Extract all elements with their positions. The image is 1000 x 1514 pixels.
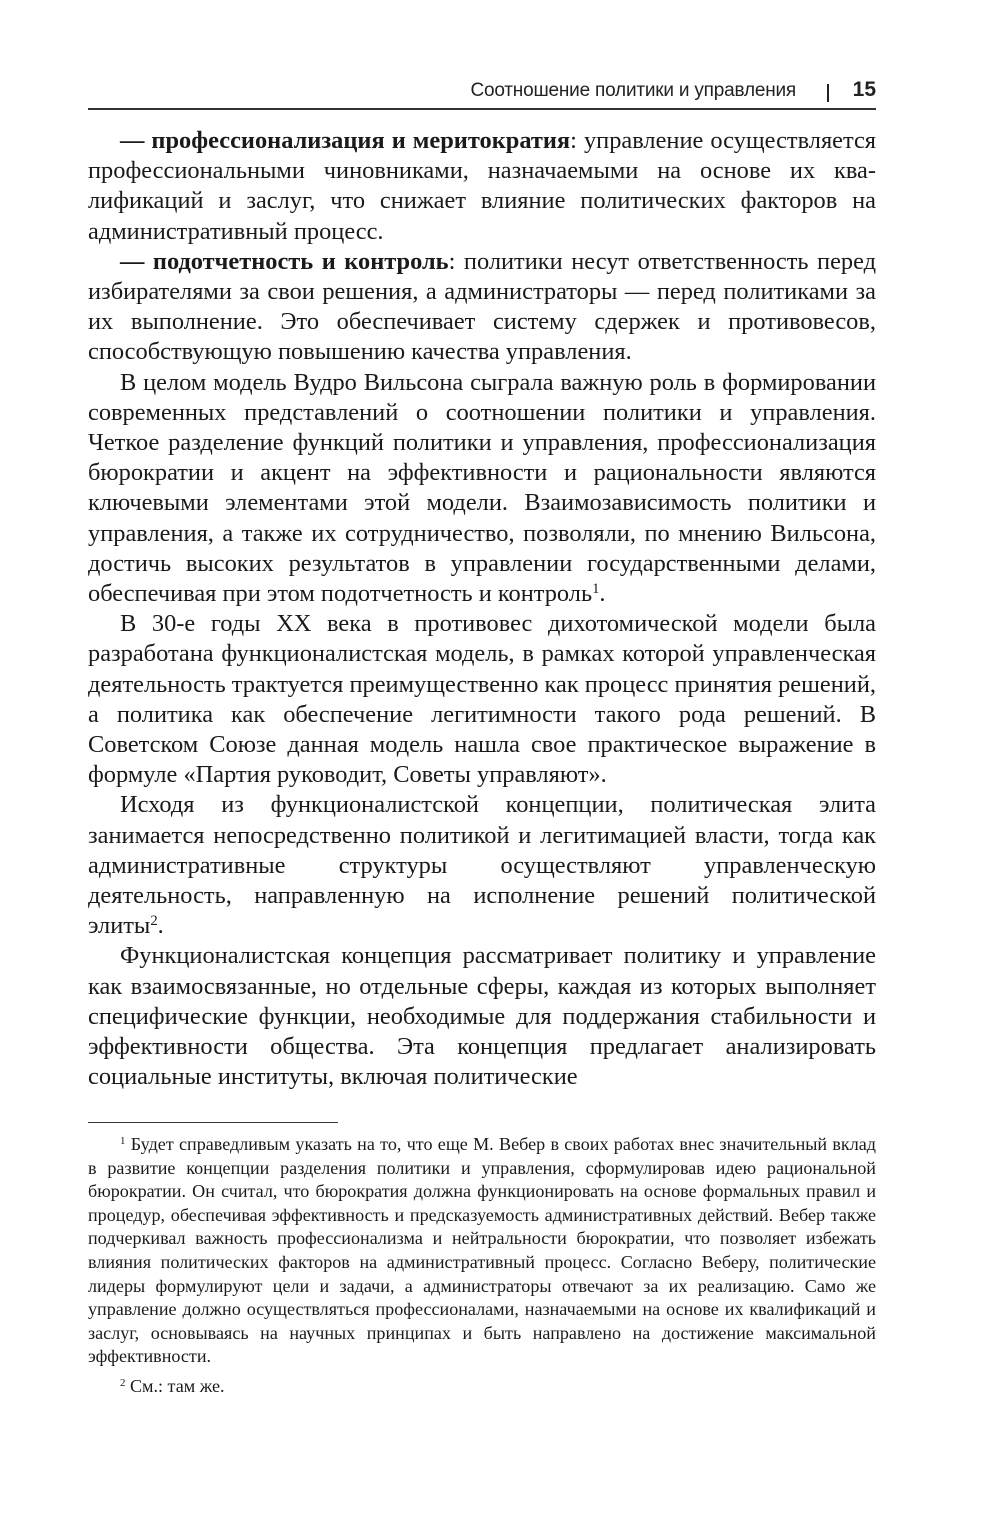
paragraph-end: .: [157, 912, 164, 940]
paragraph-text: Исходя из функционалистской концепции, политическая элита занимается непосредственно политикой и легитимацией власти, тогда как административные структуры осуществляют управленческую деятельность, направленную на исполнение решений политической элиты: [88, 791, 876, 940]
paragraph-functionalist-elite: [88, 790, 876, 941]
paragraph-accountability: [88, 247, 876, 368]
footnote-separator: [88, 1122, 338, 1123]
page-number: 15: [852, 78, 876, 101]
running-header: [88, 78, 876, 110]
term-professionalization: — профессионализация и меритократия: [120, 127, 571, 154]
paragraph-text: В 30-е годы XX века в противовес дихотомической модели была разработана функционалистская модель, в рамках которой управленческая деятельность трактуется преимущественно как процесс принятия решений, а политика как обеспечение легитимности такого рода решений. В Советском Союзе данная модель нашла свое практическое выражение в формуле «Партия руководит, Советы управляют».: [88, 610, 876, 789]
term-accountability: — подотчетность и контроль: [120, 247, 449, 275]
paragraph-text: : политики несут ответственность перед избирателями за свои решения, а администраторы — перед политиками за их выполнение. Это обеспечивает систему сдержек и противовесов, способствующую повышению качества управления.: [88, 247, 876, 366]
paragraph-end: .: [599, 580, 606, 608]
footnotes: [88, 1133, 876, 1399]
footnote-mark: 1: [120, 1135, 126, 1148]
footnote-ref-2[interactable]: 2: [150, 913, 158, 930]
header-separator: [827, 84, 829, 102]
footnote-text: Будет справедливым указать на то, что еще М. Вебер в своих работах внес значительный вклад в развитие концепции разделения политики и управления, сформулировав идею рациональной бюрократии. Он считал, что бюрократия должна функционировать на основе формальных правил и процедур, обеспечивая эффективность и предсказуемость административных действий. Вебер также подчеркивал важность профессионализма и нейтральности бюрократии, что позволяет избежать влияния политических факторов на административный процесс. Согласно Веберу, политические лидеры формулируют цели и задачи, а администраторы отвечают за их реализацию. Само же управление должно осуществляться профессионалами, назначаемыми на основе их квалификаций и заслуг, основываясь на научных принципах и быть направлено на достижение максимальной эффективности.: [88, 1134, 876, 1367]
paragraph-wilson-model: [88, 368, 876, 610]
footnote-2: [88, 1375, 876, 1399]
footnote-text: См.: там же.: [129, 1375, 225, 1396]
paragraph-text: Функционалистская концепция рассматривает политику и управление как взаимосвязанные, но отдельные сферы, каждая из которых выполняет специфические функции, необходимые для поддержания стабильности и эффективности общества. Эта концепция предлагает анализировать социальные институты, включая политические: [88, 942, 876, 1091]
paragraph-professionalization: [88, 126, 876, 247]
main-text: [88, 126, 876, 1093]
paragraph-text: : управление осуществляется профессиональными чиновниками, назначаемыми на основе их квалификаций и заслуг, что снижает влияние политических факторов на административный процесс.: [88, 127, 876, 245]
running-title: Соотношение политики и управления: [470, 80, 796, 101]
footnote-1: [88, 1133, 876, 1369]
paragraph-functionalist-model: [88, 609, 876, 790]
paragraph-text: В целом модель Вудро Вильсона сыграла важную роль в формировании современных представлений о соотношении политики и управления. Четкое разделение функций политики и управления, профессионализация бюрократии и акцент на эффективности и рациональности являются ключевыми элементами этой модели. Взаимозависимость политики и управления, а также их сотрудничество, позволяли, по мнению Вильсона, достичь высоких результатов в управлении государственными делами, обеспечивая при этом подотчетность и контроль: [88, 368, 876, 608]
footnote-mark: 2: [120, 1376, 126, 1389]
footnote-ref-1[interactable]: 1: [592, 581, 600, 597]
header-rule: [88, 108, 876, 110]
paragraph-functionalist-concept: [88, 941, 876, 1092]
